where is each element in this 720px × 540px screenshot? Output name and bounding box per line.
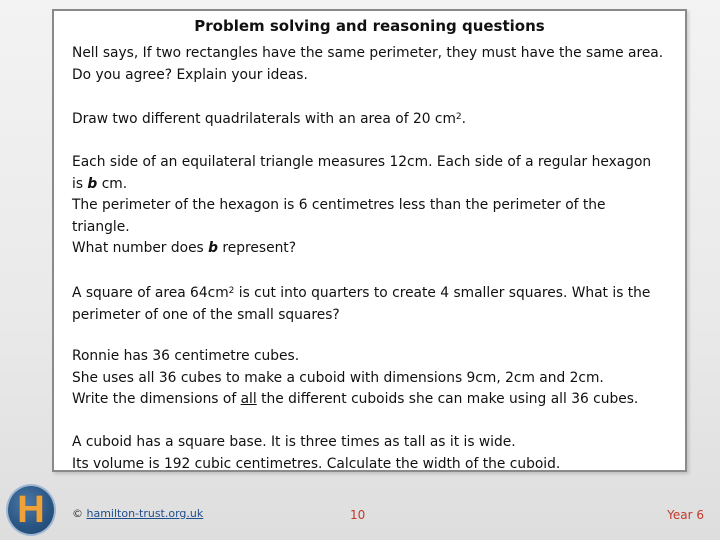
squared-superscript: 2 [228,286,235,296]
question-3-line-4: triangle. [72,218,130,235]
page-number: 10 [350,508,366,522]
question-3-line-5 [72,238,682,260]
variable-b: b [208,240,219,256]
question-5 [72,346,682,411]
question-4 [72,283,682,326]
question-3 [72,152,682,260]
variable-b: b [87,175,98,192]
question-3-line-2-start: is [72,175,88,192]
question-5-line-2: She uses all 36 cubes to make a cuboid with dimensions 9cm, 2cm and 2cm. [72,369,604,386]
question-6-line-2: Its volume is 192 cubic centimetres. Calculate the width of the cuboid. [72,455,561,472]
question-1-line-1: Nell says, If two rectangles have the same perimeter, they must have the same area. [72,45,664,61]
underlined-all: all [240,391,257,407]
copyright-symbol: © [72,507,83,520]
copyright-notice [72,507,203,520]
question-2-text: Draw two different quadrilaterals with an area of 20 cm [72,111,456,127]
question-6 [72,432,682,475]
question-6-line-1: A cuboid has a square base. It is three times as tall as it is wide. [72,434,516,450]
question-4-line-1 [72,283,682,305]
question-3-line-5-end: represent? [218,240,297,256]
question-2-line-1 [72,109,682,131]
question-1-line-2: Do you agree? Explain your ideas. [72,66,308,83]
question-3-line-5-start: What number does [72,240,209,256]
question-4-line-2: perimeter of one of the small squares? [72,306,340,323]
hamilton-logo [6,484,56,536]
question-3-line-3: The perimeter of the hexagon is 6 centimetres less than the perimeter of the [72,197,606,213]
question-3-line-1: Each side of an equilateral triangle measures 12cm. Each side of a regular hexagon [72,154,652,170]
question-3-line-2 [72,174,682,196]
question-card [52,9,687,472]
question-5-line-1: Ronnie has 36 centimetre cubes. [72,348,300,364]
question-5-line-3 [72,389,682,411]
logo-letter: H [17,489,45,531]
question-5-line-3-start: Write the dimensions of [72,391,241,407]
question-4-text-end: is cut into quarters to create 4 smaller squares. What is the [234,285,651,301]
question-1 [72,43,682,86]
year-label: Year 6 [667,508,704,522]
page-title: Problem solving and reasoning questions [194,17,545,35]
question-2 [72,109,682,131]
question-4-text: A square of area 64cm [72,285,229,301]
squared-superscript: 2 [455,112,462,122]
hamilton-trust-link[interactable]: hamilton-trust.org.uk [86,507,204,520]
question-2-period: . [461,111,467,127]
question-5-line-3-end: the different cuboids she can make using all 36 cubes. [256,391,639,407]
question-3-line-2-end: cm. [97,175,128,192]
